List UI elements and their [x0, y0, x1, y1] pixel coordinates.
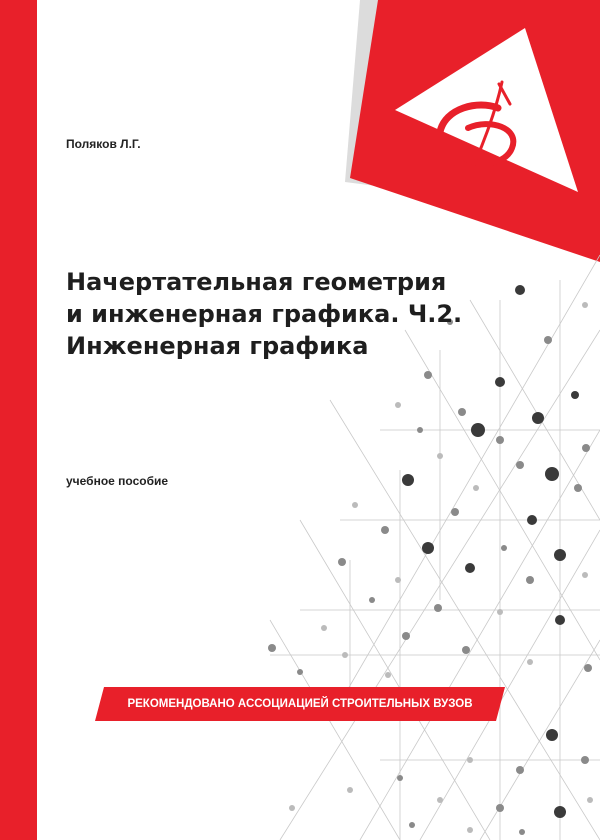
author-name: Поляков Л.Г. [66, 137, 141, 151]
title-line-3: Инженерная графика [66, 332, 369, 360]
title-line-1: Начертательная геометрия [66, 268, 447, 296]
book-subtitle: учебное пособие [66, 474, 169, 488]
banner-label: РЕКОМЕНДОВАНО АССОЦИАЦИЕЙ СТРОИТЕЛЬНЫХ ВУЗОВ [127, 698, 473, 710]
network-dots [268, 285, 593, 835]
recommendation-banner [95, 687, 505, 721]
title-line-2: и инженерная графика. Ч.2. [66, 300, 463, 328]
book-title [66, 266, 526, 362]
